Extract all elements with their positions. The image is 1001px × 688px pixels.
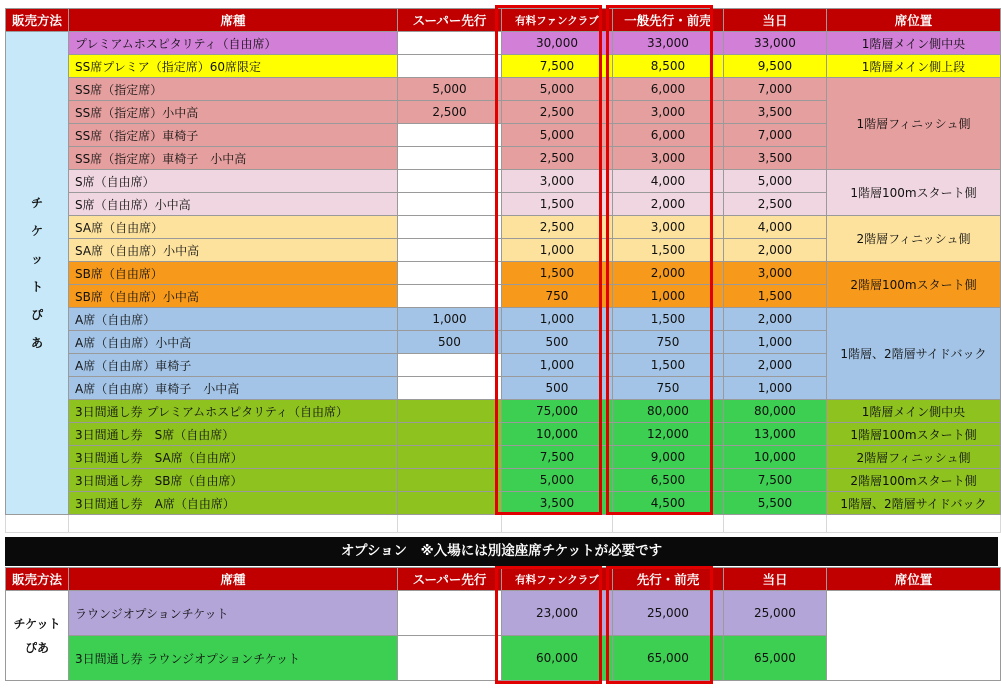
seat-position-cell: 1階層、2階層サイドバック (826, 308, 1000, 400)
seat-type-cell: A席（自由席）小中高 (69, 331, 398, 354)
table-row (6, 446, 1001, 469)
super-presale-cell (398, 147, 502, 170)
super-presale-cell (398, 216, 502, 239)
day-price-cell: 1,000 (723, 331, 826, 354)
super-presale-cell (398, 469, 502, 492)
fanclub-price-cell: 1,000 (501, 239, 612, 262)
seat-type-cell: 3日間通し券 プレミアムホスピタリティ（自由席） (69, 400, 398, 423)
day-price-cell: 4,000 (723, 216, 826, 239)
general-price-cell: 80,000 (612, 400, 723, 423)
seat-type-cell: A席（自由席） (69, 308, 398, 331)
day-price-cell: 3,500 (723, 147, 826, 170)
general-price-cell: 33,000 (612, 32, 723, 55)
option-header-super: スーパー先行 (398, 568, 502, 591)
day-price-cell: 3,500 (723, 101, 826, 124)
super-presale-cell (398, 262, 502, 285)
option-fanclub-cell: 23,000 (501, 591, 612, 636)
sales-method-char: ぴ (31, 308, 44, 322)
general-price-cell: 3,000 (612, 216, 723, 239)
option-fanclub-cell: 60,000 (501, 636, 612, 681)
table-row (6, 469, 1001, 492)
seat-type-cell: 3日間通し券 SA席（自由席） (69, 446, 398, 469)
fanclub-price-cell: 5,000 (501, 78, 612, 101)
table-row (6, 170, 1001, 193)
table-header-row (6, 9, 1001, 32)
fanclub-price-cell: 1,000 (501, 354, 612, 377)
day-price-cell: 10,000 (723, 446, 826, 469)
seat-type-cell: SB席（自由席）小中高 (69, 285, 398, 308)
seat-position-cell: 2階層100mスタート側 (826, 469, 1000, 492)
empty-cell (6, 515, 69, 533)
seat-type-cell: プレミアムホスピタリティ（自由席） (69, 32, 398, 55)
day-price-cell: 7,500 (723, 469, 826, 492)
empty-cell (723, 515, 826, 533)
empty-cell (501, 515, 612, 533)
seat-type-cell: SS席（指定席）車椅子 (69, 124, 398, 147)
day-price-cell: 5,500 (723, 492, 826, 515)
option-seat-cell: 3日間通し券 ラウンジオプションチケット (69, 636, 398, 681)
seat-type-cell: SS席（指定席）車椅子 小中高 (69, 147, 398, 170)
empty-cell (612, 515, 723, 533)
option-super-cell (398, 591, 502, 636)
general-price-cell: 9,000 (612, 446, 723, 469)
seat-position-cell: 1階層メイン側中央 (826, 32, 1000, 55)
seat-type-cell: SA席（自由席） (69, 216, 398, 239)
sales-method-char: ケ (31, 224, 44, 238)
table-body (6, 32, 1001, 533)
seat-type-cell: 3日間通し券 SB席（自由席） (69, 469, 398, 492)
option-day-cell: 25,000 (723, 591, 826, 636)
general-price-cell: 2,000 (612, 193, 723, 216)
general-price-cell: 6,500 (612, 469, 723, 492)
table-row (6, 216, 1001, 239)
day-price-cell: 13,000 (723, 423, 826, 446)
header-fanclub: 有料ファンクラブ (501, 9, 612, 32)
fanclub-price-cell: 750 (501, 285, 612, 308)
general-price-cell: 1,500 (612, 354, 723, 377)
option-method-line: チケット (13, 616, 61, 631)
seat-position-cell: 1階層フィニッシュ側 (826, 78, 1000, 170)
sales-method-cell (6, 32, 69, 515)
table-row (6, 262, 1001, 285)
fanclub-price-cell: 1,500 (501, 262, 612, 285)
general-price-cell: 1,500 (612, 308, 723, 331)
seat-type-cell: A席（自由席）車椅子 小中高 (69, 377, 398, 400)
day-price-cell: 2,000 (723, 354, 826, 377)
general-price-cell: 12,000 (612, 423, 723, 446)
sales-method-char: あ (31, 336, 44, 350)
seat-type-cell: S席（自由席） (69, 170, 398, 193)
seat-type-cell: SS席（指定席）小中高 (69, 101, 398, 124)
general-price-cell: 3,000 (612, 147, 723, 170)
day-price-cell: 80,000 (723, 400, 826, 423)
option-header-method: 販売方法 (6, 568, 69, 591)
day-price-cell: 1,500 (723, 285, 826, 308)
general-price-cell: 4,500 (612, 492, 723, 515)
seat-type-cell: 3日間通し券 S席（自由席） (69, 423, 398, 446)
table-row (6, 492, 1001, 515)
super-presale-cell (398, 285, 502, 308)
super-presale-cell: 500 (398, 331, 502, 354)
sales-method-char: チ (31, 196, 44, 210)
general-price-cell: 750 (612, 331, 723, 354)
fanclub-price-cell: 5,000 (501, 469, 612, 492)
header-day: 当日 (723, 9, 826, 32)
seat-position-cell: 2階層フィニッシュ側 (826, 216, 1000, 262)
fanclub-price-cell: 1,000 (501, 308, 612, 331)
seat-position-cell: 1階層メイン側上段 (826, 55, 1000, 78)
table-row (6, 423, 1001, 446)
fanclub-price-cell: 500 (501, 377, 612, 400)
general-price-cell: 2,000 (612, 262, 723, 285)
option-header-fanclub: 有料ファンクラブ (501, 568, 612, 591)
header-general: 一般先行・前売 (612, 9, 723, 32)
seat-type-cell: SA席（自由席）小中高 (69, 239, 398, 262)
spacer-row (6, 515, 1001, 533)
general-price-cell: 6,000 (612, 78, 723, 101)
general-price-cell: 6,000 (612, 124, 723, 147)
header-seat: 席種 (69, 9, 398, 32)
header-super: スーパー先行 (398, 9, 502, 32)
fanclub-price-cell: 10,000 (501, 423, 612, 446)
option-general-cell: 65,000 (612, 636, 723, 681)
super-presale-cell (398, 55, 502, 78)
super-presale-cell (398, 446, 502, 469)
general-price-cell: 8,500 (612, 55, 723, 78)
sales-method-char: ト (31, 280, 44, 294)
option-general-cell: 25,000 (612, 591, 723, 636)
seat-position-cell: 1階層メイン側中央 (826, 400, 1000, 423)
table-row (6, 400, 1001, 423)
option-header-day: 当日 (723, 568, 826, 591)
option-table-body (6, 591, 1001, 681)
seat-type-cell: S席（自由席）小中高 (69, 193, 398, 216)
super-presale-cell (398, 239, 502, 262)
seat-type-cell: SS席（指定席） (69, 78, 398, 101)
empty-cell (69, 515, 398, 533)
day-price-cell: 33,000 (723, 32, 826, 55)
super-presale-cell (398, 170, 502, 193)
general-price-cell: 1,000 (612, 285, 723, 308)
seat-position-cell: 2階層100mスタート側 (826, 262, 1000, 308)
empty-cell (398, 515, 502, 533)
fanclub-price-cell: 7,500 (501, 446, 612, 469)
day-price-cell: 2,000 (723, 239, 826, 262)
fanclub-price-cell: 5,000 (501, 124, 612, 147)
super-presale-cell (398, 492, 502, 515)
option-method-line: ぴあ (25, 640, 50, 655)
header-position: 席位置 (826, 9, 1000, 32)
super-presale-cell (398, 32, 502, 55)
general-price-cell: 4,000 (612, 170, 723, 193)
fanclub-price-cell: 2,500 (501, 216, 612, 239)
fanclub-price-cell: 1,500 (501, 193, 612, 216)
general-price-cell: 1,500 (612, 239, 723, 262)
super-presale-cell (398, 124, 502, 147)
option-header-position: 席位置 (826, 568, 1000, 591)
fanclub-price-cell: 3,000 (501, 170, 612, 193)
table-row (6, 308, 1001, 331)
seat-type-cell: 3日間通し券 A席（自由席） (69, 492, 398, 515)
option-banner: オプション ※入場には別途座席チケットが必要です (5, 537, 998, 566)
header-method: 販売方法 (6, 9, 69, 32)
super-presale-cell: 1,000 (398, 308, 502, 331)
option-header-row (6, 568, 1001, 591)
seat-position-cell: 1階層100mスタート側 (826, 170, 1000, 216)
option-seat-cell: ラウンジオプションチケット (69, 591, 398, 636)
option-row (6, 591, 1001, 636)
super-presale-cell (398, 423, 502, 446)
option-table (5, 567, 1001, 681)
fanclub-price-cell: 3,500 (501, 492, 612, 515)
super-presale-cell (398, 400, 502, 423)
general-price-cell: 3,000 (612, 101, 723, 124)
option-header-general: 先行・前売 (612, 568, 723, 591)
empty-cell (826, 515, 1000, 533)
option-header-seat: 席種 (69, 568, 398, 591)
fanclub-price-cell: 30,000 (501, 32, 612, 55)
option-position-cell (826, 591, 1000, 681)
seat-type-cell: SB席（自由席） (69, 262, 398, 285)
super-presale-cell: 5,000 (398, 78, 502, 101)
day-price-cell: 1,000 (723, 377, 826, 400)
super-presale-cell (398, 193, 502, 216)
day-price-cell: 2,000 (723, 308, 826, 331)
table-row (6, 55, 1001, 78)
general-price-cell: 750 (612, 377, 723, 400)
option-super-cell (398, 636, 502, 681)
fanclub-price-cell: 75,000 (501, 400, 612, 423)
option-day-cell: 65,000 (723, 636, 826, 681)
sales-method-char: ッ (31, 252, 44, 266)
day-price-cell: 9,500 (723, 55, 826, 78)
fanclub-price-cell: 7,500 (501, 55, 612, 78)
super-presale-cell (398, 377, 502, 400)
super-presale-cell (398, 354, 502, 377)
seat-type-cell: A席（自由席）車椅子 (69, 354, 398, 377)
table-row (6, 78, 1001, 101)
day-price-cell: 7,000 (723, 124, 826, 147)
day-price-cell: 2,500 (723, 193, 826, 216)
fanclub-price-cell: 2,500 (501, 147, 612, 170)
seat-position-cell: 2階層フィニッシュ側 (826, 446, 1000, 469)
seat-position-cell: 1階層、2階層サイドバック (826, 492, 1000, 515)
option-method-cell (6, 591, 69, 681)
fanclub-price-cell: 2,500 (501, 101, 612, 124)
day-price-cell: 3,000 (723, 262, 826, 285)
seat-type-cell: SS席プレミア（指定席）60席限定 (69, 55, 398, 78)
fanclub-price-cell: 500 (501, 331, 612, 354)
seat-position-cell: 1階層100mスタート側 (826, 423, 1000, 446)
table-row (6, 32, 1001, 55)
day-price-cell: 5,000 (723, 170, 826, 193)
super-presale-cell: 2,500 (398, 101, 502, 124)
day-price-cell: 7,000 (723, 78, 826, 101)
ticket-price-table (5, 8, 1001, 533)
